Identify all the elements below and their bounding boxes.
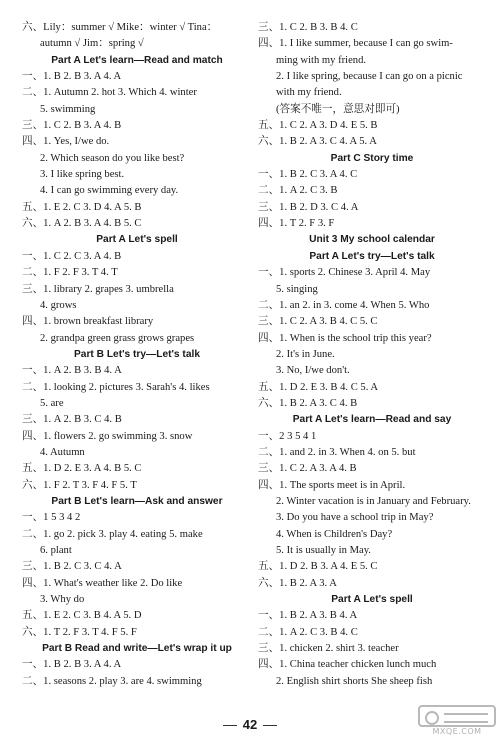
dash-left — [223, 725, 237, 726]
section-heading: Part B Let's learn—Ask and answer — [51, 495, 223, 507]
answer-line: 5. singing — [276, 283, 318, 295]
answer-line: 二、1. looking 2. pictures 3. Sarah's 4. likes — [22, 381, 210, 393]
answer-line: 三、1. library 2. grapes 3. umbrella — [22, 283, 174, 295]
answer-line: 四、1. flowers 2. go swimming 3. snow — [22, 430, 193, 442]
watermark-text: MXQE.COM — [432, 727, 482, 736]
answer-line: 五、1. E 2. C 3. D 4. A 5. B — [22, 201, 142, 213]
answer-line: 五、1. D 2. E 3. A 4. B 5. C — [22, 463, 142, 475]
answer-line: 四、1. I like summer, because I can go swim- — [258, 38, 453, 50]
answer-line: 5. swimming — [40, 103, 96, 115]
answer-line: 六、1. B 2. A 3. C 4. B — [258, 397, 358, 409]
answer-line: 四、1. Yes, I/we do. — [22, 136, 110, 148]
answer-line: 3. I like spring best. — [40, 169, 125, 181]
section-heading: Part C Story time — [330, 152, 414, 164]
section-heading: Part A Let's learn—Read and match — [51, 54, 223, 66]
answer-line: 六、1. B 2. A 3. C 4. A 5. A — [258, 136, 377, 148]
answer-line: autumn √ Jim：spring √ — [40, 38, 144, 50]
answer-line: 一、1. B 2. B 3. A 4. A — [22, 71, 122, 83]
answer-line: 三、1. chicken 2. shirt 3. teacher — [258, 643, 399, 655]
answer-line: 二、1. F 2. F 3. T 4. T — [22, 267, 118, 279]
answer-line: 三、1. B 2. D 3. C 4. A — [258, 201, 359, 213]
answer-line: 四、1. The sports meet is in April. — [258, 479, 406, 491]
answer-line: 5. It is usually in May. — [276, 545, 371, 556]
answer-line: 六、1. F 2. T 3. F 4. F 5. T — [22, 479, 137, 491]
answer-line: 二、1. an 2. in 3. come 4. When 5. Who — [258, 299, 430, 311]
answer-line: 一、1. B 2. A 3. B 4. A — [258, 610, 358, 622]
answer-line: 2. Which season do you like best? — [40, 152, 185, 164]
answer-line: 五、1. E 2. C 3. B 4. A 5. D — [22, 610, 142, 622]
left-column — [22, 20, 252, 690]
answer-line: 3. Why do — [40, 594, 85, 606]
answer-line: 三、1. B 2. C 3. C 4. A — [22, 561, 122, 573]
answer-line: 六、Lily：summer √ Mike：winter √ Tina： — [22, 22, 218, 33]
answer-line: 四、1. When is the school trip this year? — [258, 332, 432, 344]
answer-line: 六、1. A 2. B 3. A 4. B 5. C — [22, 218, 142, 230]
answer-line: 一、1. C 2. C 3. A 4. B — [22, 250, 122, 262]
answer-line: 四、1. What's weather like 2. Do like — [22, 577, 183, 589]
answer-line: 6. plant — [40, 545, 72, 556]
right-column — [258, 20, 486, 690]
answer-line: 五、1. C 2. A 3. D 4. E 5. B — [258, 120, 378, 132]
answer-line: 2. It's in June. — [276, 348, 335, 360]
section-heading: Unit 3 My school calendar — [309, 234, 435, 246]
answer-line: 二、1. Autumn 2. hot 3. Which 4. winter — [22, 87, 197, 99]
answer-line: with my friend. — [276, 87, 342, 99]
watermark — [418, 705, 496, 737]
section-heading: Part B Let's try—Let's talk — [73, 348, 200, 360]
answer-line: 4. grows — [40, 299, 77, 311]
answer-line: 一、1. B 2. C 3. A 4. C — [258, 169, 358, 181]
section-heading: Part B Read and write—Let's wrap it up — [42, 643, 232, 655]
answer-line: 4. I can go swimming every day. — [40, 185, 179, 197]
answer-line: 一、1 5 3 4 2 — [22, 512, 81, 524]
answer-line: 三、1. C 2. B 3. B 4. C — [258, 22, 358, 33]
answer-line: 4. Autumn — [40, 446, 85, 458]
answer-line: 五、1. D 2. B 3. A 4. E 5. C — [258, 561, 378, 573]
answer-line: 四、1. China teacher chicken lunch much — [258, 659, 437, 671]
answer-line: 五、1. D 2. E 3. B 4. C 5. A — [258, 381, 379, 393]
answer-line: 一、1. A 2. B 3. B 4. A — [22, 365, 122, 377]
answer-line: 二、1. and 2. in 3. When 4. on 5. but — [258, 446, 416, 458]
answer-line: 二、1. go 2. pick 3. play 4. eating 5. make — [22, 528, 203, 540]
watermark-logo-icon — [418, 705, 496, 727]
answer-line: (答案不唯一，意思对即可) — [276, 103, 400, 115]
answer-line: 3. No, I/we don't. — [276, 365, 350, 377]
section-heading: Part A Let's learn—Read and say — [292, 414, 452, 426]
answer-line: 2. Winter vacation is in January and February. — [276, 495, 471, 507]
answer-line: 2. I like spring, because I can go on a picnic — [276, 71, 463, 83]
answer-line: 2. grandpa green grass grows grapes — [40, 332, 195, 344]
answer-line: 六、1. B 2. A 3. A — [258, 577, 337, 589]
answer-line: 三、1. C 2. A 3. A 4. B — [258, 463, 357, 475]
section-heading: Part A Let's spell — [331, 594, 413, 606]
answer-line: 2. English shirt shorts She sheep fish — [276, 675, 433, 687]
answer-line: 二、1. A 2. C 3. B 4. C — [258, 626, 358, 638]
answer-line: ming with my friend. — [276, 54, 367, 66]
answer-line: 四、1. brown breakfast library — [22, 316, 154, 328]
answer-line: 三、1. C 2. B 3. A 4. B — [22, 120, 122, 132]
answer-line: 一、1. sports 2. Chinese 3. April 4. May — [258, 267, 431, 279]
page-number-text: 42 — [242, 717, 258, 732]
answer-line: 六、1. T 2. F 3. T 4. F 5. F — [22, 626, 137, 638]
answer-line: 4. When is Children's Day? — [276, 528, 393, 540]
answer-line: 二、1. seasons 2. play 3. are 4. swimming — [22, 675, 202, 687]
answer-line: 5. are — [40, 397, 64, 409]
answer-line: 三、1. C 2. A 3. B 4. C 5. C — [258, 316, 378, 328]
dash-right — [263, 725, 277, 726]
answer-line: 一、2 3 5 4 1 — [258, 430, 317, 442]
answer-line: 一、1. B 2. B 3. A 4. A — [22, 659, 122, 671]
answer-line: 四、1. T 2. F 3. F — [258, 218, 335, 230]
answer-line: 3. Do you have a school trip in May? — [276, 512, 434, 524]
section-heading: Part A Let's try—Let's talk — [309, 250, 435, 262]
answer-line: 二、1. A 2. C 3. B — [258, 185, 338, 197]
answer-line: 三、1. A 2. B 3. C 4. B — [22, 414, 122, 426]
section-heading: Part A Let's spell — [96, 234, 178, 246]
